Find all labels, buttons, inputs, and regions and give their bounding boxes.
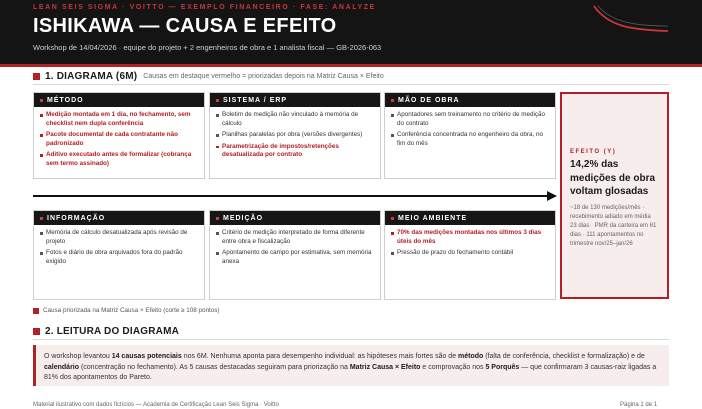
cause-item: Pacote documental de cada contratante não padronizado [40,131,198,148]
bullet-icon [216,99,219,102]
reading-paragraph [44,352,659,384]
category-label: SISTEMA / ERP [223,96,288,104]
reading-text: e comprovação nos [420,363,486,371]
cause-item: Fotos e diário de obra arquivados fora do padrão exigido [40,249,198,266]
bullet-icon [40,99,43,102]
reading-emphasis: 5 Porquês [485,363,520,371]
category-label: MEDIÇÃO [223,214,264,222]
category-medicao [209,210,381,300]
category-label: MÉTODO [47,96,84,104]
cause-item: Planilhas paralelas por obra (versões divergentes) [216,131,374,140]
legend-swatch [33,308,39,314]
reading-text: — que confirmaram 3 causas-raiz ligadas a 81% dos apontamentos do Pareto. [44,363,657,381]
effect-statement: 14,2% das medições de obra voltam glosadas [570,159,656,197]
reading-emphasis: calendário [44,363,80,371]
legend-text: Causa priorizada na Matriz Causa × Efeito (corte ≥ 108 pontos) [43,307,220,314]
reading-text: O workshop levantou [44,353,112,360]
category-mao-de-obra [384,92,556,179]
cause-item: Boletim de medição não vinculado à memória de cálculo [216,111,374,128]
category-metodo [33,92,205,179]
category-header [210,93,380,107]
legend [33,307,220,314]
section-square-icon [33,73,40,80]
section-reading-heading [33,326,179,337]
reading-emphasis: método [458,353,484,360]
cause-item: Apontamento de campo por estimativa, sem memória anexa [216,249,374,266]
header-eyebrow: LEAN SEIS SIGMA · VOITTO — EXEMPLO FINANCEIRO · FASE: ANALYZE [33,4,376,11]
effect-box [560,92,669,299]
cause-item: Medição montada em 1 dia, no fechamento, sem checklist nem dupla conferência [40,111,198,128]
bullet-icon [391,99,394,102]
category-label: MÃO DE OBRA [398,96,460,104]
section-diagram-heading [33,71,384,82]
category-meio-ambiente [384,210,556,300]
section-divider [33,339,669,340]
section-square-icon [33,328,40,335]
category-header [34,93,204,107]
category-header [385,93,555,107]
bullet-icon [391,217,394,220]
cause-item: Apontadores sem treinamento no critério de medição do contrato [391,111,549,128]
page-header [0,0,702,64]
cause-item: Conferência concentrada no engenheiro da obra, no fim do mês [391,131,549,148]
category-sistema-erp [209,92,381,179]
section-divider [33,84,669,85]
reading-emphasis: Matriz Causa × Efeito [349,363,421,371]
section-note: Causas em destaque vermelho = priorizadas depois na Matriz Causa × Efeito [143,73,384,80]
reading-text: (concentração no fechamento). As 5 causas destacadas seguiram para priorização na [79,363,350,371]
cause-item: Pressão de prazo do fechamento contábil [391,249,549,258]
footer-credit: Material ilustrativo com dados fictícios — Academia de Certificação Lean Seis Sigma · Voitto [33,402,279,408]
header-accent-line [0,64,702,67]
cause-item: 70% das medições montadas nos últimos 3 dias úteis do mês [391,229,549,246]
footer-page-number: Página 1 de 1 [620,402,658,408]
bullet-icon [40,217,43,220]
cause-item: Memória de cálculo desatualizada após revisão de projeto [40,229,198,246]
effect-detail: ~18 de 130 medições/mês · recebimento adiado em média 23 dias · PMR da carteira em 61 dias · 111 apontamentos no trimestre nov/25–jan/26 [570,204,657,247]
page-title: ISHIKAWA — CAUSA E EFEITO [33,15,337,37]
header-curve-decoration [590,4,670,36]
reading-text: (falta de conferência, checklist e formalização) e de [483,353,645,360]
cause-item: Critério de medição interpretado de forma diferente entre obra e fiscalização [216,229,374,246]
category-header [210,211,380,225]
category-label: MEIO AMBIENTE [398,214,468,222]
category-informacao [33,210,205,300]
fishbone-spine [33,195,548,197]
cause-item: Aditivo executado antes de formalizar (cobrança sem termo assinado) [40,151,198,168]
reading-box [33,345,669,386]
category-header [34,211,204,225]
spine-arrow-icon [547,191,557,201]
category-header [385,211,555,225]
section-title: 1. DIAGRAMA (6M) [45,71,138,82]
cause-item: Parametrização de impostos/retenções desatualizada por contrato [216,143,374,160]
section-title: 2. LEITURA DO DIAGRAMA [45,326,180,337]
bullet-icon [216,217,219,220]
category-label: INFORMAÇÃO [47,214,106,222]
header-subtitle: Workshop de 14/04/2026 · equipe do projeto + 2 engenheiros de obra e 1 analista fiscal — GB-2026-063 [33,43,382,52]
reading-text: nos 6M. Nenhuma aponta para desempenho individual: as hipóteses mais fortes são de [181,353,459,360]
effect-label: EFEITO (Y) [570,149,617,155]
reading-emphasis: 14 causas potenciais [111,353,182,360]
